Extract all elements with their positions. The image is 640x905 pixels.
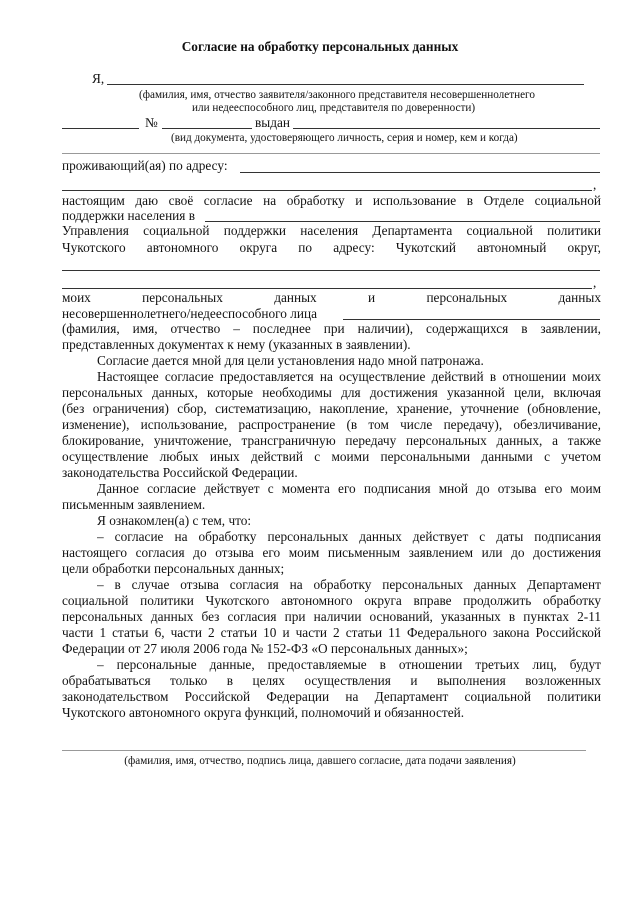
body-line: Чукотского автономного округа по адресу: Чукотский автономный округ,: [62, 240, 601, 255]
nomer-label: №: [145, 115, 158, 130]
body-line: Федерации от 27 июля 2006 года № 152-ФЗ «О персональных данных»;: [62, 641, 468, 656]
signature-field-line[interactable]: [62, 750, 586, 751]
body-line: Чукотского автономного округа функций, полномочий и обязанностей.: [62, 705, 465, 720]
body-line: персональных данных без согласия при наличии оснований, указанных в пунктах 2-11: [62, 609, 601, 624]
document-title: Согласие на обработку персональных данных: [181, 39, 459, 54]
body-line: (фамилия, имя, отчество – последнее при наличии), содержащихся в заявлении,: [62, 321, 601, 336]
department-field-line[interactable]: [205, 221, 600, 222]
ya-label: Я,: [92, 71, 105, 86]
body-line: – в случае отзыва согласия на обработку персональных данных Департамент: [97, 577, 601, 592]
body-line: цели обработки персональных данных;: [62, 561, 285, 576]
body-line: Настоящее согласие предоставляется на осуществление действий в отношении моих: [97, 369, 601, 384]
minor-person-field-line[interactable]: [343, 319, 600, 320]
body-line: изменение), использование, распространение (в том числе передачу), обезличивание,: [62, 417, 601, 432]
body-line: несовершеннолетнего/недееспособного лица: [62, 306, 318, 321]
address-field-line[interactable]: [240, 172, 600, 173]
body-line: Управления социальной поддержки населения Департамента социальной политики: [62, 223, 601, 238]
body-line: – персональные данные, предоставляемые в отношении третьих лиц, будут: [97, 657, 601, 672]
body-line: – согласие на обработку персональных данных действует с даты подписания: [97, 529, 601, 544]
body-line: (без ограничения) сбор, систематизацию, накопление, хранение, уточнение (обновление,: [62, 401, 601, 416]
address-field-line-2[interactable]: [62, 190, 592, 191]
signature-hint: (фамилия, имя, отчество, подпись лица, давшего согласие, дата подачи заявления): [124, 755, 516, 767]
body-line: социальной политики Чукотского автономного округа вправе продолжить обработку: [62, 593, 601, 608]
doc-number-field-line[interactable]: [162, 128, 252, 129]
body-line: письменным заявлением.: [62, 497, 206, 512]
address-label: проживающий(ая) по адресу:: [62, 158, 228, 173]
address-dept-line-1[interactable]: [62, 270, 600, 271]
body-line: Я ознакомлен(а) с тем, что:: [97, 513, 252, 528]
body-line: блокирование, уничтожение, трансграничную передачу персональных данных, а также: [62, 433, 601, 448]
body-line: части 1 статьи 6, части 2 статьи 10 и части 2 статьи 11 Федерального закона Российской: [62, 625, 601, 640]
fio-hint-line-1: (фамилия, имя, отчество заявителя/законного представителя несовершеннолетнего: [139, 89, 535, 101]
comma: ,: [593, 177, 597, 192]
body-line: законодательством Российской Федерации на Департамент социальной политики: [62, 689, 601, 704]
body-line: настоящим даю своё согласие на обработку и использование в Отделе социальной: [62, 193, 601, 208]
doc-type-field-line[interactable]: [62, 128, 139, 129]
body-line: Данное согласие действует с момента его подписания мной до отзыва его моим: [97, 481, 601, 496]
extra-line: [62, 153, 600, 154]
fio-hint-line-2: или недееспособного лиц, представителя по доверенности): [192, 102, 476, 114]
issued-by-field-line[interactable]: [293, 128, 600, 129]
doc-hint: (вид документа, удостоверяющего личность, серия и номер, кем и когда): [171, 132, 518, 144]
body-line: законодательства Российской Федерации.: [62, 465, 298, 480]
address-dept-line-2[interactable]: [62, 288, 592, 289]
body-line: моих персональных данных и персональных данных: [62, 290, 601, 305]
body-line: Согласие дается мной для цели установления надо мной патронажа.: [97, 353, 484, 368]
body-line: поддержки населения в: [62, 208, 196, 223]
comma: ,: [593, 275, 597, 290]
vydan-label: выдан: [255, 115, 290, 130]
body-line: представленных документах к нему (указанных в заявлении).: [62, 337, 411, 352]
fio-field-line[interactable]: [107, 84, 584, 85]
body-line: осуществление любых иных действий с моими персональными данными с учетом: [62, 449, 601, 464]
body-line: персональных данных, которые необходимы для достижения указанной цели, включая: [62, 385, 601, 400]
body-line: обрабатываться только в целях осуществления и выполнения возложенных: [62, 673, 601, 688]
body-line: настоящего согласия до отзыва его моим письменным заявлением или до достижения: [62, 545, 601, 560]
